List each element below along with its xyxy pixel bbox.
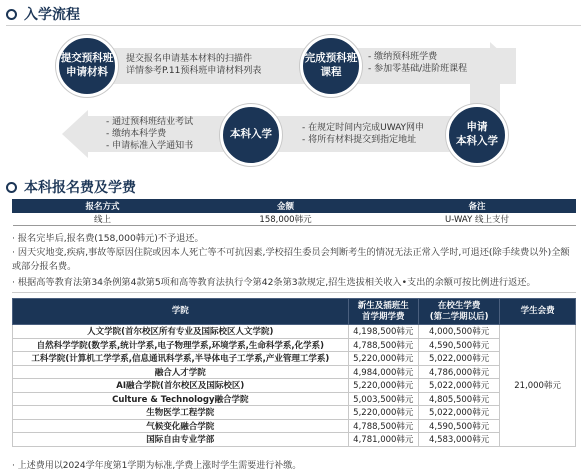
table-row	[13, 365, 576, 379]
tuition-table	[12, 298, 576, 447]
cell-current-fee: 4,786,000韩元	[419, 365, 500, 379]
cell-college: 人文学院(首尔校区所有专业及国际校区人文学院)	[13, 325, 349, 339]
note-item: · 因天灾地变,疾病,事故等原因住院或因本人死亡等不可抗因素,学校招生委员会判断考生的情况无法正常入学时,可退还(除手续费以外)全额或部分报名费。	[12, 247, 570, 272]
note-item: · 报名完毕后,报名费(158,000韩元)不予退还。	[12, 233, 204, 244]
step-undergraduate-admission: 本科入学	[220, 104, 282, 166]
step-complete-prep-course: 完成预科班 课程	[300, 35, 362, 97]
step-apply-undergraduate: 申请 本科入学	[446, 104, 508, 166]
table-row	[13, 213, 576, 226]
table-row	[13, 392, 576, 406]
cell-college: Culture & Technology融合学院	[13, 392, 349, 406]
cell-college: 自然科学学院(数学系,统计学系,电子物理学系,环境学系,生命科学系,化学系)	[13, 338, 349, 352]
header-remark: 备注	[379, 200, 576, 213]
divider	[12, 292, 576, 293]
table-row	[13, 419, 576, 433]
table-row	[13, 352, 576, 366]
step-admission-note: - 通过预科班结业考试 - 缴纳本科学费 - 申请标准入学通知书	[106, 117, 194, 152]
cell-new-fee: 5,220,000韩元	[348, 352, 418, 366]
section-heading-fees	[6, 177, 136, 197]
header-student-union-fee: 学生会费	[500, 299, 576, 325]
cell-college: AI融合学院(首尔校区及国际校区)	[13, 379, 349, 393]
cell-current-fee: 5,022,000韩元	[419, 406, 500, 420]
cell-current-fee: 4,583,000韩元	[419, 433, 500, 447]
cell-current-fee: 4,590,500韩元	[419, 419, 500, 433]
cell-new-fee: 4,788,500韩元	[348, 338, 418, 352]
section-title: 本科报名费及学费	[24, 180, 136, 196]
header-new-student-fee: 新生及插班生 首学期学费	[348, 299, 418, 325]
cell-new-fee: 4,984,000韩元	[348, 365, 418, 379]
fee-note-refund	[12, 276, 578, 290]
cell-new-fee: 5,220,000韩元	[348, 406, 418, 420]
step-submit-prep-application: 提交预科班 申请材料	[56, 35, 118, 97]
circle-bullet-icon	[6, 9, 17, 20]
header-current-student-fee: 在校生学费 (第二学期以后)	[419, 299, 500, 325]
cell-student-union-fee: 21,000韩元	[500, 325, 576, 447]
step-submit-note: 提交报名申请基本材料的扫描件 详情参考P.11预科班申请材料列表	[126, 54, 262, 77]
cell-new-fee: 5,220,000韩元	[348, 379, 418, 393]
cell-college: 国际自由专业学部	[13, 433, 349, 447]
table-header-row	[13, 200, 576, 213]
step-apply-note: - 在规定时间内完成UWAY网申 - 将所有材料提交到指定地址	[302, 123, 425, 146]
cell-college: 工科学院(计算机工学学系,信息通讯科学系,半导体电子工学系,产业管理工学系)	[13, 352, 349, 366]
step-complete-note: - 缴纳预科班学费 - 参加零基础/进阶班课程	[368, 52, 468, 75]
table-row	[13, 379, 576, 393]
cell-remark: U-WAY 线上支付	[379, 213, 576, 226]
cell-current-fee: 4,805,500韩元	[419, 392, 500, 406]
cell-college: 融合人才学院	[13, 365, 349, 379]
cell-current-fee: 4,000,500韩元	[419, 325, 500, 339]
circle-bullet-icon	[6, 182, 17, 193]
section-heading-admission-process	[6, 4, 80, 24]
tuition-footnote: · 上述费用以2024学年度第1学期为标准,学费上涨时学生需要进行补缴。	[12, 461, 302, 471]
cell-new-fee: 5,003,500韩元	[348, 392, 418, 406]
section-divider	[6, 25, 581, 26]
flow-arrow-left-head	[62, 110, 88, 158]
cell-current-fee: 4,590,500韩元	[419, 338, 500, 352]
cell-college: 气候变化融合学院	[13, 419, 349, 433]
cell-current-fee: 5,022,000韩元	[419, 352, 500, 366]
table-row	[13, 433, 576, 447]
header-college: 学院	[13, 299, 349, 325]
cell-new-fee: 4,781,000韩元	[348, 433, 418, 447]
section-title: 入学流程	[24, 7, 80, 23]
note-item: · 根据高等教育法第34条例第4款第5项和高等教育法执行令第42条第3款规定,招生选拔相关收入•支出的余额可按比例进行返还。	[12, 277, 536, 288]
table-row	[13, 406, 576, 420]
header-method: 报名方式	[13, 200, 193, 213]
table-header-row	[13, 299, 576, 325]
fee-notes	[12, 232, 578, 274]
cell-new-fee: 4,788,500韩元	[348, 419, 418, 433]
header-amount: 金额	[193, 200, 379, 213]
cell-current-fee: 5,022,000韩元	[419, 379, 500, 393]
cell-amount: 158,000韩元	[193, 213, 379, 226]
cell-college: 生物医学工程学院	[13, 406, 349, 420]
cell-method: 线上	[13, 213, 193, 226]
table-row	[13, 325, 576, 339]
cell-new-fee: 4,198,500韩元	[348, 325, 418, 339]
application-fee-table	[12, 199, 576, 226]
table-row	[13, 338, 576, 352]
admission-flow-diagram	[0, 28, 588, 176]
